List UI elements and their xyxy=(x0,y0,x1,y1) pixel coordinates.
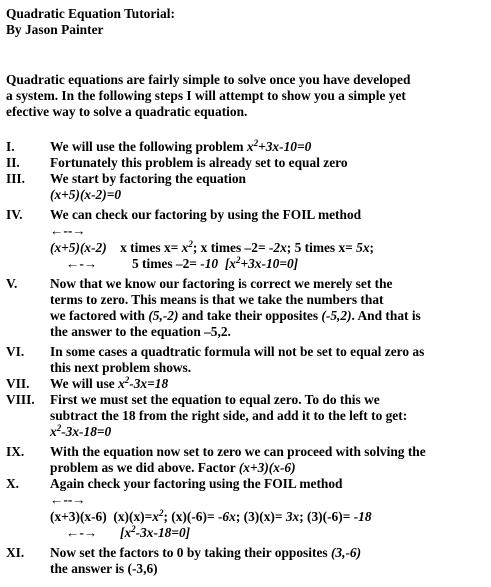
step-num-9: IX. xyxy=(6,444,25,459)
step-num-7: VII. xyxy=(6,376,30,391)
step-11-line-1: Now set the factors to 0 by taking their opposites (3,-6) xyxy=(50,545,362,560)
step-6-line-2: this next problem shows. xyxy=(50,360,192,375)
step-num-2: II. xyxy=(6,155,20,170)
step-num-1: I. xyxy=(6,139,15,154)
step-5-line-3: we factored with (5,-2) and take their opposites (-5,2). And that is xyxy=(50,308,421,323)
step-num-11: XI. xyxy=(6,545,25,560)
foil-check-3: (x+3)(x-6) $(x)(x)=x^2$; (x)(-6)= -6x; (3)(x)= 3x; (3)(-6)= -18 xyxy=(50,508,372,524)
step-6-line-1: In some cases a quadtratic formula will not be set to equal zero as xyxy=(50,344,425,359)
author-line: By Jason Painter xyxy=(6,22,104,37)
foil-arrow-4: ←-→ xyxy=(66,525,98,540)
step-num-8: VIII. xyxy=(6,392,35,407)
step-3-text: We start by factoring the equation xyxy=(50,171,247,186)
step-3-equation: (x+5)(x-2)=0 xyxy=(50,187,122,202)
foil-check-1: (x+5)(x-2) x times $x= x^2$; x times –2= -2x; 5 times x= 5x; xyxy=(50,239,375,255)
step-5-line-4: the answer to the equation –5,2. xyxy=(50,324,231,339)
foil-arrow-1: ←--→ xyxy=(50,223,86,238)
step-4-text: We can check our factoring by using the FOIL method xyxy=(50,207,362,222)
step-num-10: X. xyxy=(6,476,20,491)
foil-arrow-2: ←-→ xyxy=(66,256,98,271)
tutorial-title: Quadratic Equation Tutorial: xyxy=(6,6,175,21)
step-num-3: III. xyxy=(6,171,25,186)
step-5-line-1: Now that we know our factoring is correct we merely set the xyxy=(50,276,393,291)
step-5-line-2: terms to zero. This means is that we take the numbers that xyxy=(50,292,384,307)
step-7-text: We will use $x^2-3x=18$ xyxy=(50,375,169,391)
step-num-6: VI. xyxy=(6,344,25,359)
step-8-line-2: subtract the 18 from the right side, and add it to the left to get: xyxy=(50,408,408,423)
step-num-5: V. xyxy=(6,276,18,291)
step-2-text: Fortunately this problem is already set to equal zero xyxy=(50,155,348,170)
foil-arrow-3: ←--→ xyxy=(50,492,86,507)
intro-line-3: efective way to solve a quadratic equation. xyxy=(6,104,248,119)
step-10-text: Again check your factoring using the FOIL method xyxy=(50,476,343,491)
step-9-line-2: problem as we did above. Factor (x+3)(x-6) xyxy=(50,460,296,475)
intro-line-2: a system. In the following steps I will attempt to show you a simple yet xyxy=(6,88,406,103)
foil-check-2: 5 times –2= -10 $[x^2+3x-10=0]$ xyxy=(132,255,299,271)
step-11-line-2: the answer is (-3,6) xyxy=(50,561,158,576)
step-8-line-1: First we must set the equation to equal zero. To do this we xyxy=(50,392,380,407)
step-1-text: We will use the following problem $x^2+3x-10=0$ xyxy=(50,138,312,154)
foil-check-4: $[x^2-3x-18=0]$ xyxy=(120,524,191,540)
step-num-4: IV. xyxy=(6,207,23,222)
step-8-equation: $x^2-3x-18=0$ xyxy=(50,423,112,439)
intro-line-1: Quadratic equations are fairly simple to solve once you have developed xyxy=(6,72,411,87)
step-9-line-1: With the equation now set to zero we can proceed with solving the xyxy=(50,444,426,459)
